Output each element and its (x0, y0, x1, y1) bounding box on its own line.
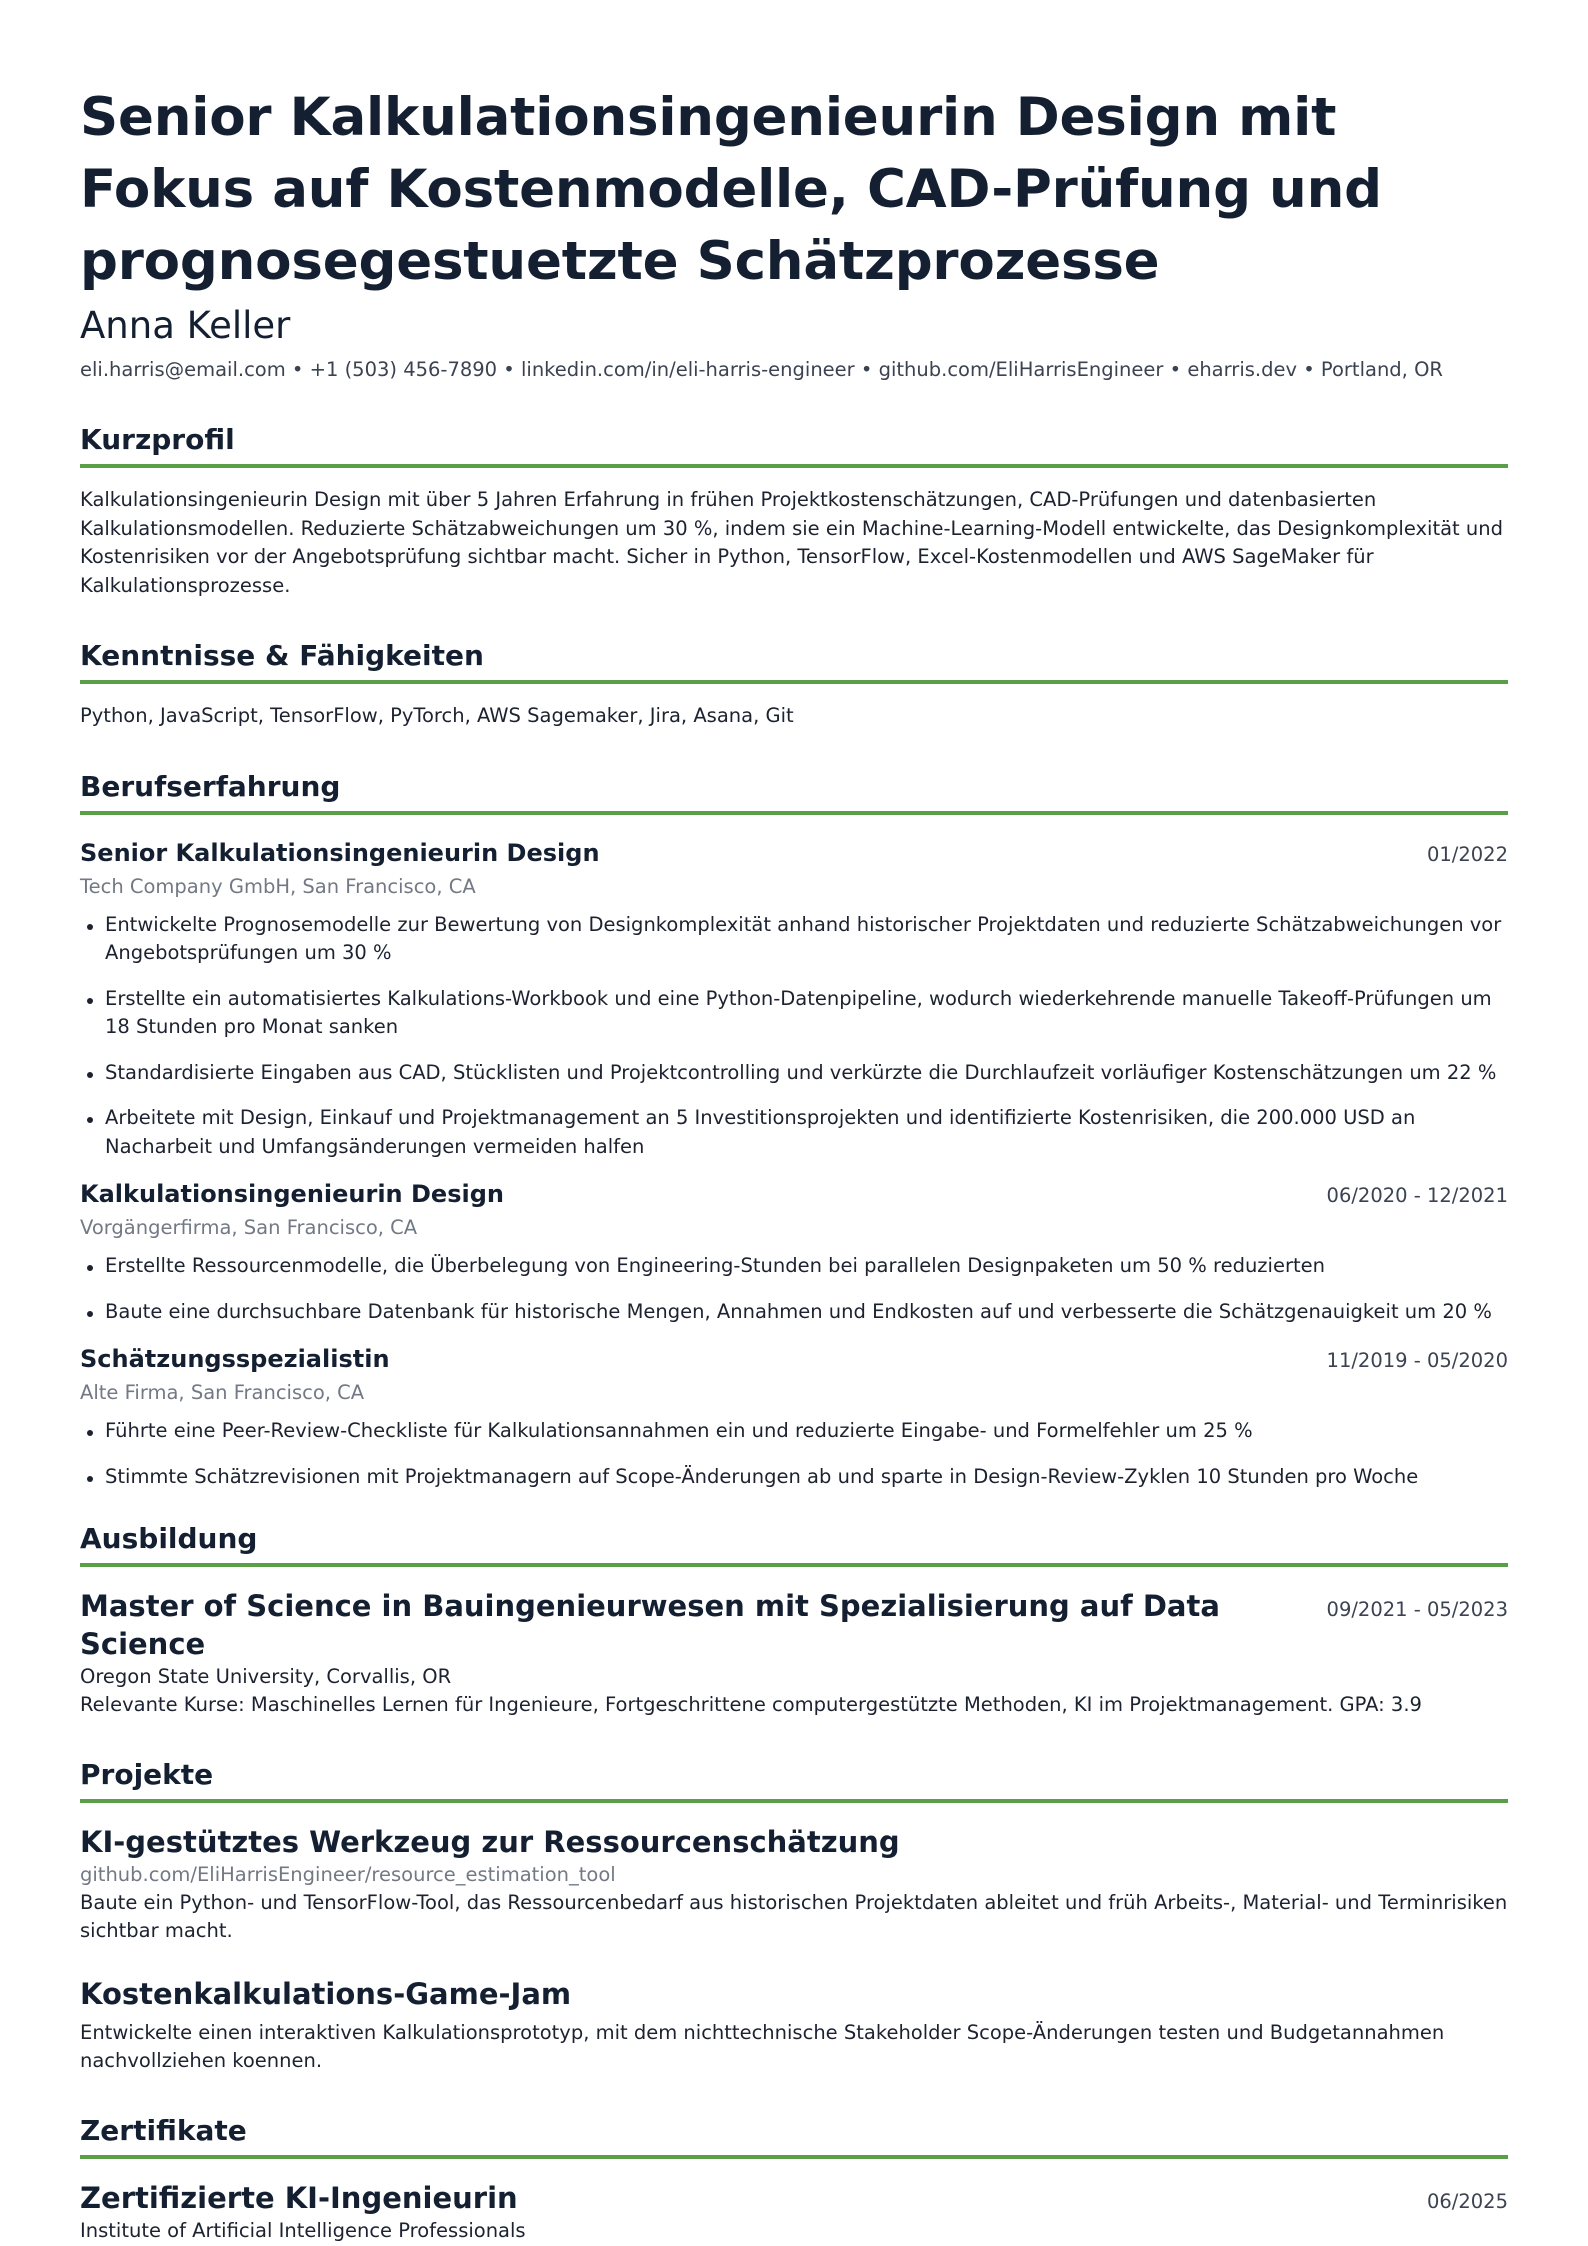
section-title-education: Ausbildung (80, 1521, 1508, 1567)
bullet-text: Arbeitete mit Design, Einkauf und Projektmanagement an 5 Investitionsprojekten und identifizierte Kostenrisiken, die 200.000 USD an Nacharbeit und Umfangsänderungen vermeiden halfen (105, 1106, 1416, 1158)
job-company: Tech Company GmbH, San Francisco, CA (80, 874, 476, 898)
section-title-summary: Kurzprofil (80, 422, 1508, 468)
bullet-item (80, 1252, 1508, 1281)
bullet-dot-icon (87, 924, 93, 930)
education-details: Relevante Kurse: Maschinelles Lernen für Ingenieure, Fortgeschrittene computergestützte Methoden, KI im Projektmanagement. GPA: 3.9 (80, 1693, 1422, 1716)
job-bullets (80, 911, 1508, 1162)
section-title-skills: Kenntnisse & Fähigkeiten (80, 638, 1508, 684)
bullet-item (80, 911, 1508, 968)
bullet-item (80, 985, 1508, 1042)
project-entry (80, 1823, 1508, 1945)
project-title: Kostenkalkulations-Game-Jam (80, 1977, 572, 2011)
education-date: 09/2021 - 05/2023 (1326, 1598, 1508, 1621)
bullet-item (80, 1463, 1508, 1492)
bullet-text: Führte eine Peer-Review-Checkliste für Kalkulationsannahmen ein und reduzierte Eingabe- und Formelfehler um 25 % (105, 1419, 1253, 1442)
project-title: KI-gestütztes Werkzeug zur Ressourcenschätzung (80, 1825, 900, 1859)
education-entry (80, 1587, 1508, 1719)
experience-section (80, 769, 1508, 1492)
bullet-text: Entwickelte Prognosemodelle zur Bewertung von Designkomplexität anhand historischer Projektdaten und reduzierte Schätzabweichungen vor Angebotsprüfungen um 30 % (105, 912, 1502, 964)
bullet-item (80, 1059, 1508, 1088)
bullet-item (80, 1104, 1508, 1161)
section-title-experience: Berufserfahrung (80, 769, 1508, 815)
project-description: Baute ein Python- und TensorFlow-Tool, das Ressourcenbedarf aus historischen Projektdaten ableitet und früh Arbeits-, Material- und Terminrisiken sichtbar macht. (80, 1891, 1508, 1942)
bullet-dot-icon (87, 1072, 93, 1078)
degree-title: Master of Science in Bauingenieurwesen mit Spezialisierung auf Data Science (80, 1589, 1220, 1661)
job-entry (80, 1343, 1508, 1491)
skills-section (80, 638, 1508, 731)
certificate-title: Zertifizierte KI-Ingenieurin (80, 2181, 518, 2215)
summary-text: Kalkulationsingenieurin Design mit über 5 Jahren Erfahrung in frühen Projektkostenschätzungen, CAD-Prüfungen und datenbasierten Kalkulationsmodellen. Reduzierte Schätzabweichungen um 30 %, indem sie ein Machine-Learning-Modell entwickelte, das Designkomplexität und Kostenrisiken vor der Angebotsprüfung sichtbar macht. Sicher in Python, TensorFlow, Excel-Kostenmodellen und AWS SageMaker für Kalkulationsprozesse. (80, 488, 1503, 597)
bullet-text: Erstellte ein automatisiertes Kalkulations-Workbook und eine Python-Datenpipeline, wodurch wiederkehrende manuelle Takeoff-Prüfungen um 18 Stunden pro Monat sanken (105, 986, 1492, 1038)
certificate-date: 06/2025 (1426, 2190, 1508, 2213)
project-description: Entwickelte einen interaktiven Kalkulationsprototyp, mit dem nichttechnische Stakeholder Scope-Änderungen testen und Budgetannahmen nachvollziehen koennen. (80, 2021, 1445, 2072)
project-entry (80, 1975, 1508, 2075)
summary-section (80, 422, 1508, 600)
job-entry (80, 837, 1508, 1162)
job-title: Senior Kalkulationsingenieurin Design (80, 838, 600, 867)
bullet-dot-icon (87, 998, 93, 1004)
job-title: Schätzungsspezialistin (80, 1345, 390, 1373)
section-title-projects: Projekte (80, 1757, 1508, 1803)
bullet-text: Erstellte Ressourcenmodelle, die Überbelegung von Engineering-Stunden bei parallelen Designpaketen um 50 % reduzierten (105, 1254, 1325, 1277)
education-section (80, 1521, 1508, 1719)
job-company: Vorgängerfirma, San Francisco, CA (80, 1216, 418, 1239)
bullet-dot-icon (87, 1476, 93, 1482)
projects-section (80, 1757, 1508, 2075)
skills-text: Python, JavaScript, TensorFlow, PyTorch, AWS Sagemaker, Jira, Asana, Git (80, 704, 794, 727)
bullet-text: Baute eine durchsuchbare Datenbank für historische Mengen, Annahmen und Endkosten auf und verbesserte die Schätzgenauigkeit um 20 % (105, 1299, 1492, 1323)
bullet-text: Standardisierte Eingaben aus CAD, Stücklisten und Projektcontrolling und verkürzte die Durchlaufzeit vorläufiger Kostenschätzungen um 22 % (105, 1060, 1497, 1084)
bullet-text: Stimmte Schätzrevisionen mit Projektmanagern auf Scope-Änderungen ab und sparte in Design-Review-Zyklen 10 Stunden pro Woche (105, 1464, 1419, 1488)
school-name: Oregon State University, Corvallis, OR (80, 1665, 452, 1688)
bullet-dot-icon (87, 1311, 93, 1317)
job-bullets (80, 1252, 1508, 1326)
job-date: 11/2019 - 05/2020 (1326, 1349, 1508, 1372)
bullet-item (80, 1298, 1508, 1327)
job-date: 06/2020 - 12/2021 (1326, 1184, 1508, 1207)
contact-line: eli.harris@email.com • +1 (503) 456-7890 • linkedin.com/in/eli-harris-engineer • github.com/EliHarrisEngineer • eharris.dev • Portland, OR (80, 358, 1443, 381)
bullet-dot-icon (87, 1265, 93, 1271)
certificate-issuer: Institute of Artificial Intelligence Professionals (80, 2219, 526, 2242)
project-link[interactable]: github.com/EliHarrisEngineer/resource_estimation_tool (80, 1863, 616, 1886)
certificates-section (80, 2113, 1508, 2245)
job-title: Kalkulationsingenieurin Design (80, 1180, 504, 1208)
candidate-name: Anna Keller (80, 304, 291, 347)
resume-title: Senior Kalkulationsingenieurin Design mit Fokus auf Kostenmodelle, CAD-Prüfung und prognosegestuetzte Schätzprozesse (80, 87, 1382, 292)
job-entry (80, 1178, 1508, 1326)
job-bullets (80, 1417, 1508, 1491)
bullet-dot-icon (87, 1430, 93, 1436)
job-company: Alte Firma, San Francisco, CA (80, 1381, 365, 1404)
certificate-entry (80, 2179, 1508, 2245)
job-date: 01/2022 (1426, 842, 1508, 866)
bullet-dot-icon (87, 1117, 93, 1123)
bullet-item (80, 1417, 1508, 1446)
section-title-certificates: Zertifikate (80, 2113, 1508, 2159)
